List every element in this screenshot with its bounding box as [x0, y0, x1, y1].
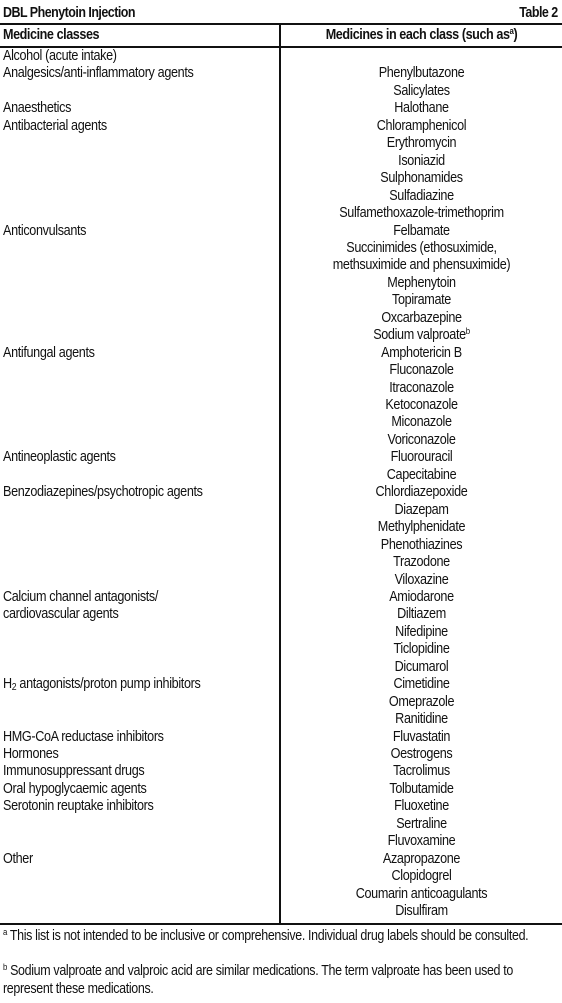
medicine-name: Trazodone: [393, 554, 450, 571]
medicine-name: Amiodarone: [389, 588, 454, 605]
medicine-name: Succinimides (ethosuximide,: [346, 239, 497, 256]
column-header-medicines-close: ): [513, 27, 518, 43]
medicine-name: Phenothiazines: [380, 536, 463, 553]
medicine-name: Oestrogens: [390, 746, 453, 762]
medicine-name: [299, 327, 543, 345]
medicine-class-label: Calcium channel antagonists/: [3, 588, 159, 605]
medicine-name: Omeprazole: [388, 693, 455, 710]
medicine-name: Chlordiazepoxide: [375, 484, 468, 501]
medicine-name: Isoniazid: [398, 152, 445, 169]
medicine-name: Chloramphenicol: [376, 117, 467, 134]
footnote-b-marker: b: [465, 326, 470, 337]
medicine-name: Coumarin anticoagulants: [355, 885, 488, 902]
medicine-class-label: Anticonvulsants: [3, 222, 87, 239]
medicine-name: Viloxazine: [394, 571, 449, 588]
medicine-name: Fluorouracil: [390, 449, 453, 466]
medicine-name: Capecitabine: [386, 466, 457, 483]
medicine-class-label: [3, 676, 200, 694]
footnote-a-text: This list is not intended to be inclusive or comprehensive. Individual drug labels should be consulted.: [6, 928, 529, 944]
medicine-name: methsuximide and phensuximide): [332, 257, 511, 274]
medicine-name: Disulfiram: [395, 903, 448, 920]
medicine-class-label: cardiovascular agents: [3, 606, 119, 623]
column-divider: [279, 24, 281, 924]
medicine-name: Mephenytoin: [387, 274, 456, 291]
medicine-name: Ketoconazole: [385, 397, 458, 413]
footnote-a-marker: a: [509, 26, 514, 36]
column-header-medicine-classes: Medicine classes: [3, 27, 100, 43]
medicine-class-label: Antifungal agents: [3, 344, 95, 361]
medicine-name: Amphotericin B: [381, 344, 462, 361]
medicine-name: Erythromycin: [386, 135, 457, 152]
medicine-name: Sertraline: [396, 815, 447, 832]
medicine-name: Sulphonamides: [380, 170, 463, 187]
footnote-b-text: Sodium valproate and valproic acid are similar medications. The term valproate has been used to represent these medications.: [3, 963, 513, 997]
medicine-class-label: Hormones: [3, 746, 59, 762]
document-title: DBL Phenytoin Injection: [3, 5, 136, 21]
medicine-class-label: Oral hypoglycaemic agents: [3, 780, 147, 797]
medicine-name: Clopidogrel: [391, 868, 452, 885]
medicine-name: Fluvastatin: [392, 728, 451, 745]
medicine-class-label: Serotonin reuptake inhibitors: [3, 798, 154, 815]
medicine-name: Halothane: [394, 100, 449, 117]
medicine-class-label: Other: [3, 850, 33, 867]
subscript: 2: [11, 682, 17, 694]
medicine-name-text: Sodium valproate: [373, 327, 466, 344]
footnote-b: [3, 963, 553, 998]
medicine-name: Topiramate: [392, 292, 451, 309]
table-label: Table 2: [519, 5, 558, 21]
medicine-name: Tacrolimus: [393, 763, 450, 780]
medicine-name: Voriconazole: [387, 431, 456, 448]
footnote-a: [3, 928, 553, 946]
medicine-class-label: HMG-CoA reductase inhibitors: [3, 728, 164, 745]
medicine-class-label: Alcohol (acute intake): [3, 48, 117, 64]
column-header-medicines: [299, 25, 543, 47]
medicine-class-text: H: [3, 676, 12, 693]
footnote-a-mark: a: [3, 927, 7, 937]
medicine-name: Dicumarol: [394, 658, 449, 675]
medicine-name: Itraconazole: [389, 379, 454, 396]
medicine-class-label: Antibacterial agents: [3, 117, 107, 134]
medicine-name: Diazepam: [394, 501, 449, 518]
medicine-class-label: Immunosuppressant drugs: [3, 763, 145, 780]
medicine-name: Fluconazole: [389, 362, 454, 379]
medicine-name: Ranitidine: [395, 711, 448, 728]
medicine-name: Felbamate: [393, 222, 450, 239]
medicine-class-label: Benzodiazepines/psychotropic agents: [3, 484, 203, 501]
medicine-class-text: antagonists/proton pump inhibitors: [16, 676, 201, 693]
medicine-name: Diltiazem: [397, 606, 446, 623]
medicine-class-label: Anaesthetics: [3, 100, 72, 117]
medicine-name: Tolbutamide: [389, 780, 454, 797]
footnote-b-mark: b: [3, 962, 7, 972]
medicine-name: Miconazole: [391, 414, 452, 431]
medicine-name: Phenylbutazone: [378, 65, 465, 82]
medicine-class-label: Antineoplastic agents: [3, 449, 116, 466]
medicine-name: Azapropazone: [382, 850, 461, 867]
medicine-name: Methylphenidate: [377, 519, 466, 536]
medicine-name: Fluoxetine: [394, 798, 449, 815]
document-header: [3, 3, 558, 23]
medicine-class-label: Analgesics/anti-inflammatory agents: [3, 65, 194, 82]
medicine-name: Sulfamethoxazole-trimethoprim: [339, 205, 504, 222]
table-bottom-rule: [0, 923, 562, 925]
medicine-name: Ticlopidine: [393, 641, 450, 658]
medicine-name: [299, 48, 543, 66]
medicine-name: Cimetidine: [393, 676, 450, 693]
medicine-name: Sulfadiazine: [389, 187, 454, 204]
medicine-name: Salicylates: [393, 82, 450, 99]
medicine-name: Fluvoxamine: [387, 833, 456, 850]
medicine-name: Oxcarbazepine: [381, 309, 462, 326]
column-header-medicines-text: Medicines in each class (such as: [325, 27, 510, 43]
medicine-name: Nifedipine: [395, 623, 448, 640]
